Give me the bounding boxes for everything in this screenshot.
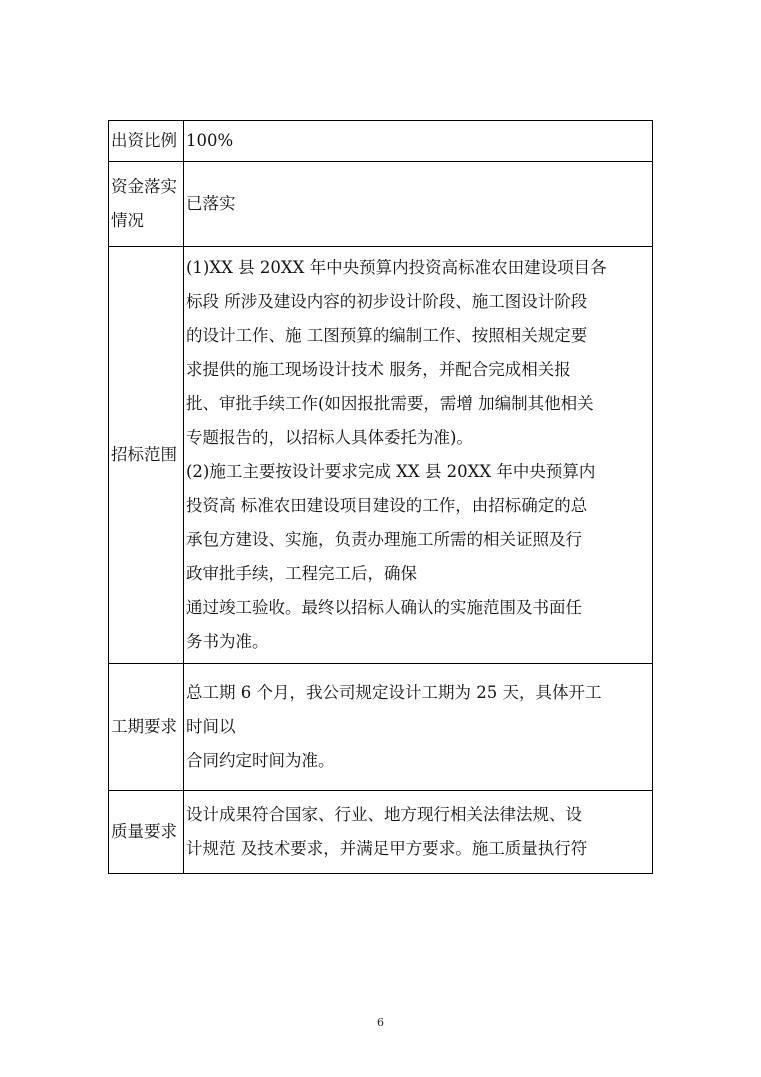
row-value-funding-ratio — [184, 121, 653, 162]
row-label-quality: 质量要求 — [109, 791, 184, 874]
table-row — [109, 121, 653, 162]
value-line: 政审批手续，工程完工后，确保 — [186, 564, 417, 583]
table-row — [109, 162, 653, 247]
row-label-funding-ratio: 出资比例 — [109, 121, 184, 162]
project-info-table — [108, 120, 653, 874]
table-row — [109, 664, 653, 791]
value-line: 的设计工作、施 工图预算的编制工作、按照相关规定要 — [186, 326, 588, 345]
table-row — [109, 791, 653, 874]
value-line: 合同约定时间为准。 — [186, 751, 335, 770]
value-line: (1)XX 县 20XX 年中央预算内投资高标准农田建设项目各 — [186, 258, 607, 277]
value-line: 已落实 — [186, 194, 236, 213]
value-line: 标段 所涉及建设内容的初步设计阶段、施工图设计阶段 — [186, 292, 588, 311]
value-line: 时间以 — [186, 717, 236, 736]
value-line: 计规范 及技术要求，并满足甲方要求。施工质量执行符 — [186, 839, 588, 858]
value-line: 设计成果符合国家、行业、地方现行相关法律法规、设 — [186, 805, 582, 824]
label-line: 资金落实 — [111, 177, 177, 196]
row-value-quality — [184, 791, 653, 874]
row-label-fund-status — [109, 162, 184, 247]
row-value-fund-status — [184, 162, 653, 247]
value-line: 批、审批手续工作(如因报批需要，需增 加编制其他相关 — [186, 394, 594, 413]
value-line: 承包方建设、实施，负责办理施工所需的相关证照及行 — [186, 530, 582, 549]
value-line: (2)施工主要按设计要求完成 XX 县 20XX 年中央预算内 — [186, 462, 596, 481]
value-line: 求提供的施工现场设计技术 服务，并配合完成相关报 — [186, 360, 571, 379]
label-line: 情况 — [111, 211, 144, 230]
row-value-tender-scope — [184, 247, 653, 664]
row-value-schedule — [184, 664, 653, 791]
page-number: 6 — [377, 1016, 384, 1029]
value-line: 专题报告的，以招标人具体委托为准)。 — [186, 428, 473, 447]
value-line: 100% — [186, 131, 234, 150]
table-row — [109, 247, 653, 664]
value-line: 务书为准。 — [186, 632, 269, 651]
row-label-tender-scope: 招标范围 — [109, 247, 184, 664]
row-label-schedule: 工期要求 — [109, 664, 184, 791]
value-line: 通过竣工验收。最终以招标人确认的实施范围及书面任 — [186, 598, 582, 617]
value-line: 投资高 标准农田建设项目建设的工作，由招标确定的总 — [186, 496, 588, 515]
value-line: 总工期 6 个月，我公司规定设计工期为 25 天，具体开工 — [186, 683, 602, 702]
